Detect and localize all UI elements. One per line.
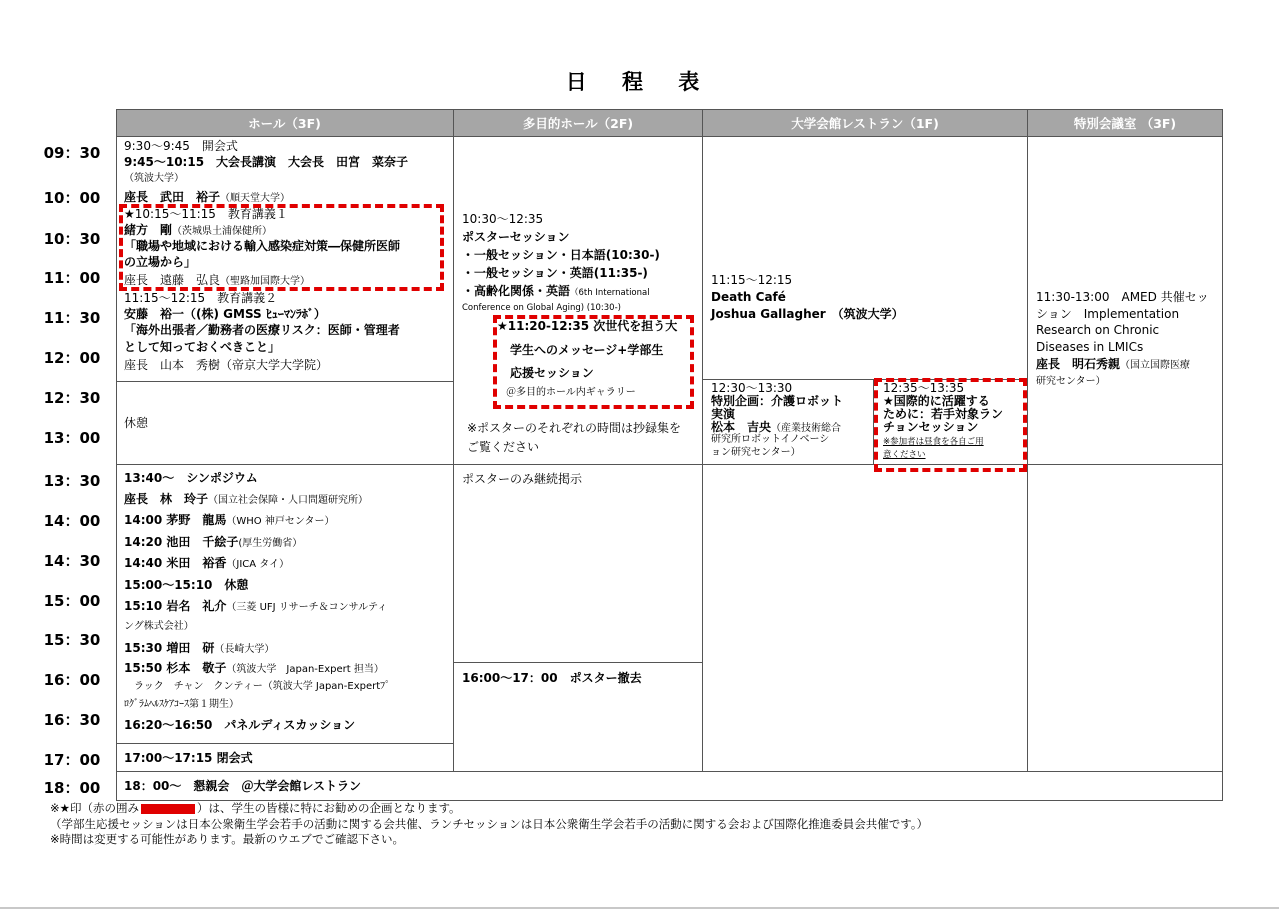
lunch-session-note: ※参加者は昼食を各自ご用	[883, 437, 984, 447]
time-label: 12：00	[43, 349, 101, 367]
presidential-lecture-affil: （筑波大学）	[124, 173, 184, 184]
death-cafe-title: Death Café	[711, 290, 786, 304]
grid-line	[453, 109, 454, 772]
time-label: 18：00	[43, 779, 101, 797]
grid-line	[116, 136, 1223, 137]
symposium-speaker-affil: ング株式会社）	[124, 621, 194, 632]
poster-general-en: ・一般セッション・英語(11:35-)	[462, 266, 648, 280]
symposium-speaker: 15:30 増田 研（長崎大学）	[124, 641, 275, 655]
time-label: 17：00	[43, 751, 101, 769]
amed-session-title-cont: Research on Chronic	[1036, 323, 1160, 337]
time-label: 16：00	[43, 671, 101, 689]
grid-line	[1222, 109, 1223, 801]
lecture-2-title: 11:15～12:15 教育講義２	[124, 291, 278, 305]
time-label: 14：30	[43, 552, 101, 570]
time-label: 11：00	[43, 269, 101, 287]
lecture-1-chair: 座長 遠藤 弘良（聖路加国際大学）	[124, 273, 311, 287]
symposium-speaker: 14:00 茅野 龍馬（WHO 神戸センター）	[124, 513, 335, 527]
student-session-title: ★11:20-12:35 次世代を担う大	[497, 319, 678, 333]
note-recommended: ※★印（赤の囲み ）は、学生の皆様に特にお勧めの企画となります。	[50, 801, 461, 815]
student-session-title-cont: 学生へのメッセージ+学部生	[510, 343, 664, 357]
lunch-session-title-cont: チョンセッション	[883, 420, 979, 434]
break-label: 休憩	[124, 416, 149, 430]
time-label: 11：30	[43, 309, 101, 327]
header-multipurpose-hall: 多目的ホール（2F)	[454, 110, 702, 136]
symposium-chair: 座長 林 玲子（国立社会保障・人口問題研究所）	[124, 492, 369, 506]
amed-session-chair: 座長 明石秀親（国立国際医療	[1036, 357, 1191, 371]
lecture-2-topic-cont: として知っておくべきこと」	[124, 340, 281, 354]
lunch-session-title-cont: ために：若手対象ラン	[883, 407, 1004, 421]
lecture-1-topic: 「職場や地域における輸入感染症対策―保健所医師	[124, 239, 401, 253]
chair-1: 座長 武田 裕子（順天堂大学）	[124, 190, 291, 204]
poster-note-cont: ご覧ください	[467, 440, 540, 454]
symposium-speaker: 14:20 池田 千絵子(厚生労働省）	[124, 535, 303, 549]
lecture-1-title: ★10:15～11:15 教育講義１	[124, 207, 288, 221]
student-session-title-cont: 応援セッション	[510, 366, 594, 380]
poster-removal: 16:00～17：00 ポスター撤去	[462, 671, 642, 685]
grid-line	[116, 464, 1223, 465]
time-label: 14：00	[43, 512, 101, 530]
time-label: 13：30	[43, 472, 101, 490]
lunch-session-title: ★国際的に活躍する	[883, 394, 990, 408]
amed-session-title: 11:30-13:00 AMED 共催セッ	[1036, 290, 1209, 304]
grid-line	[116, 771, 1223, 772]
poster-time: 10:30～12:35	[462, 212, 544, 226]
death-cafe-time: 11:15～12:15	[711, 273, 793, 287]
symposium-title: 13:40～ シンポジウム	[124, 471, 258, 485]
robot-demo-speaker: 松本 吉央（産業技術総合	[711, 420, 842, 434]
amed-session-title-cont: Diseases in LMICs	[1036, 340, 1144, 354]
lunch-session-note-cont: 意ください	[883, 450, 926, 460]
header-hall: ホール（3F)	[116, 110, 453, 136]
header-special-room: 特別会議室 （3F)	[1028, 110, 1222, 136]
grid-line	[453, 662, 703, 663]
amed-session-title-cont: ション Implementation	[1036, 307, 1180, 321]
poster-session-title: ポスターセッション	[462, 230, 570, 244]
grid-line	[116, 381, 453, 382]
closing-ceremony: 17:00～17:15 閉会式	[124, 751, 253, 765]
note-schedule-change: ※時間は変更する可能性があります。最新のウエブでご確認下さい。	[50, 832, 405, 846]
time-label: 10：30	[43, 230, 101, 248]
recommended-highlight-box	[874, 378, 1027, 472]
symposium-speaker-affil: ﾛｸﾞﾗﾑﾍﾙｽｹｱｺｰｽ第１期生）	[124, 699, 239, 710]
lecture-2-chair: 座長 山本 秀樹（帝京大学大学院）	[124, 358, 329, 372]
robot-demo-time: 12:30～13:30	[711, 381, 793, 395]
header-restaurant: 大学会館レストラン（1F)	[703, 110, 1027, 136]
grid-line	[116, 109, 117, 801]
lunch-session-time: 12:35～13:35	[883, 381, 965, 395]
time-label: 16：30	[43, 711, 101, 729]
panel-discussion: 16:20～16:50 パネルディスカッション	[124, 718, 356, 732]
poster-general-ja: ・一般セッション・日本語(10:30-)	[462, 248, 660, 262]
student-session-venue: ＠多目的ホール内ギャラリー	[506, 387, 636, 398]
lecture-2-topic: 「海外出張者／勤務者の医療リスク：医師・管理者	[124, 323, 400, 337]
poster-aging: ・高齢化関係・英語（6th International	[462, 284, 650, 298]
time-label: 15：30	[43, 631, 101, 649]
poster-display: ポスターのみ継続掲示	[462, 472, 583, 486]
reception: 18：00～ 懇親会 ＠大学会館レストラン	[124, 779, 362, 793]
time-label: 13：00	[43, 429, 101, 447]
death-cafe-speaker: Joshua Gallagher （筑波大学）	[711, 307, 904, 321]
presidential-lecture: 9:45～10:15 大会長講演 大会長 田宮 菜奈子	[124, 155, 409, 169]
symposium-speaker: 15:50 杉本 敬子（筑波大学 Japan-Expert 担当）	[124, 661, 384, 675]
grid-line	[1027, 109, 1028, 772]
poster-note: ※ポスターのそれぞれの時間は抄録集を	[467, 421, 682, 435]
lecture-1-topic-cont: の立場から」	[124, 255, 197, 269]
time-label: 12：30	[43, 389, 101, 407]
symposium-speaker: 14:40 米田 裕香（JICA タイ）	[124, 556, 290, 570]
poster-aging-cont: Conference on Global Aging) (10:30-)	[462, 303, 621, 313]
robot-demo-title: 特別企画：介護ロボット	[711, 394, 844, 408]
recommended-highlight-box	[493, 315, 694, 409]
opening-ceremony: 9:30～9:45 開会式	[124, 139, 238, 153]
time-label: 09：30	[43, 144, 101, 162]
time-label: 15：00	[43, 592, 101, 610]
robot-demo-affil-cont: ョン研究センター）	[711, 447, 801, 458]
grid-line	[116, 743, 453, 744]
recommended-highlight-box	[119, 204, 444, 291]
symposium-speaker: 15:10 岩名 礼介（三菱 UFJ リサーチ＆コンサルティ	[124, 599, 388, 613]
symposium-break: 15:00～15:10 休憩	[124, 578, 249, 592]
symposium-speaker: ラック チャン クンティー（筑波大学 Japan-Expertﾌﾟ	[124, 681, 391, 692]
amed-session-chair-affil: 研究センター）	[1036, 376, 1106, 387]
grid-line	[116, 109, 1223, 110]
lecture-1-speaker: 緒方 剛（茨城県土浦保健所）	[124, 223, 273, 237]
time-label: 10：00	[43, 189, 101, 207]
red-box-sample	[141, 804, 195, 814]
lecture-2-speaker: 安藤 裕一（(株) GMSS ﾋｭｰﾏﾝﾗﾎﾞ）	[124, 307, 326, 321]
page-title: 日 程 表	[565, 70, 714, 94]
robot-demo-affil: 研究所ロボットイノベーシ	[711, 434, 830, 445]
robot-demo-title-cont: 実演	[711, 407, 736, 421]
grid-line	[702, 109, 703, 772]
note-cosponsor: （学部生応援セッションは日本公衆衛生学会若手の活動に関する会共催、ランチセッションは日本公衆衛生学会若手の活動に関する会および国際化推進委員会共催です。）	[50, 817, 929, 831]
